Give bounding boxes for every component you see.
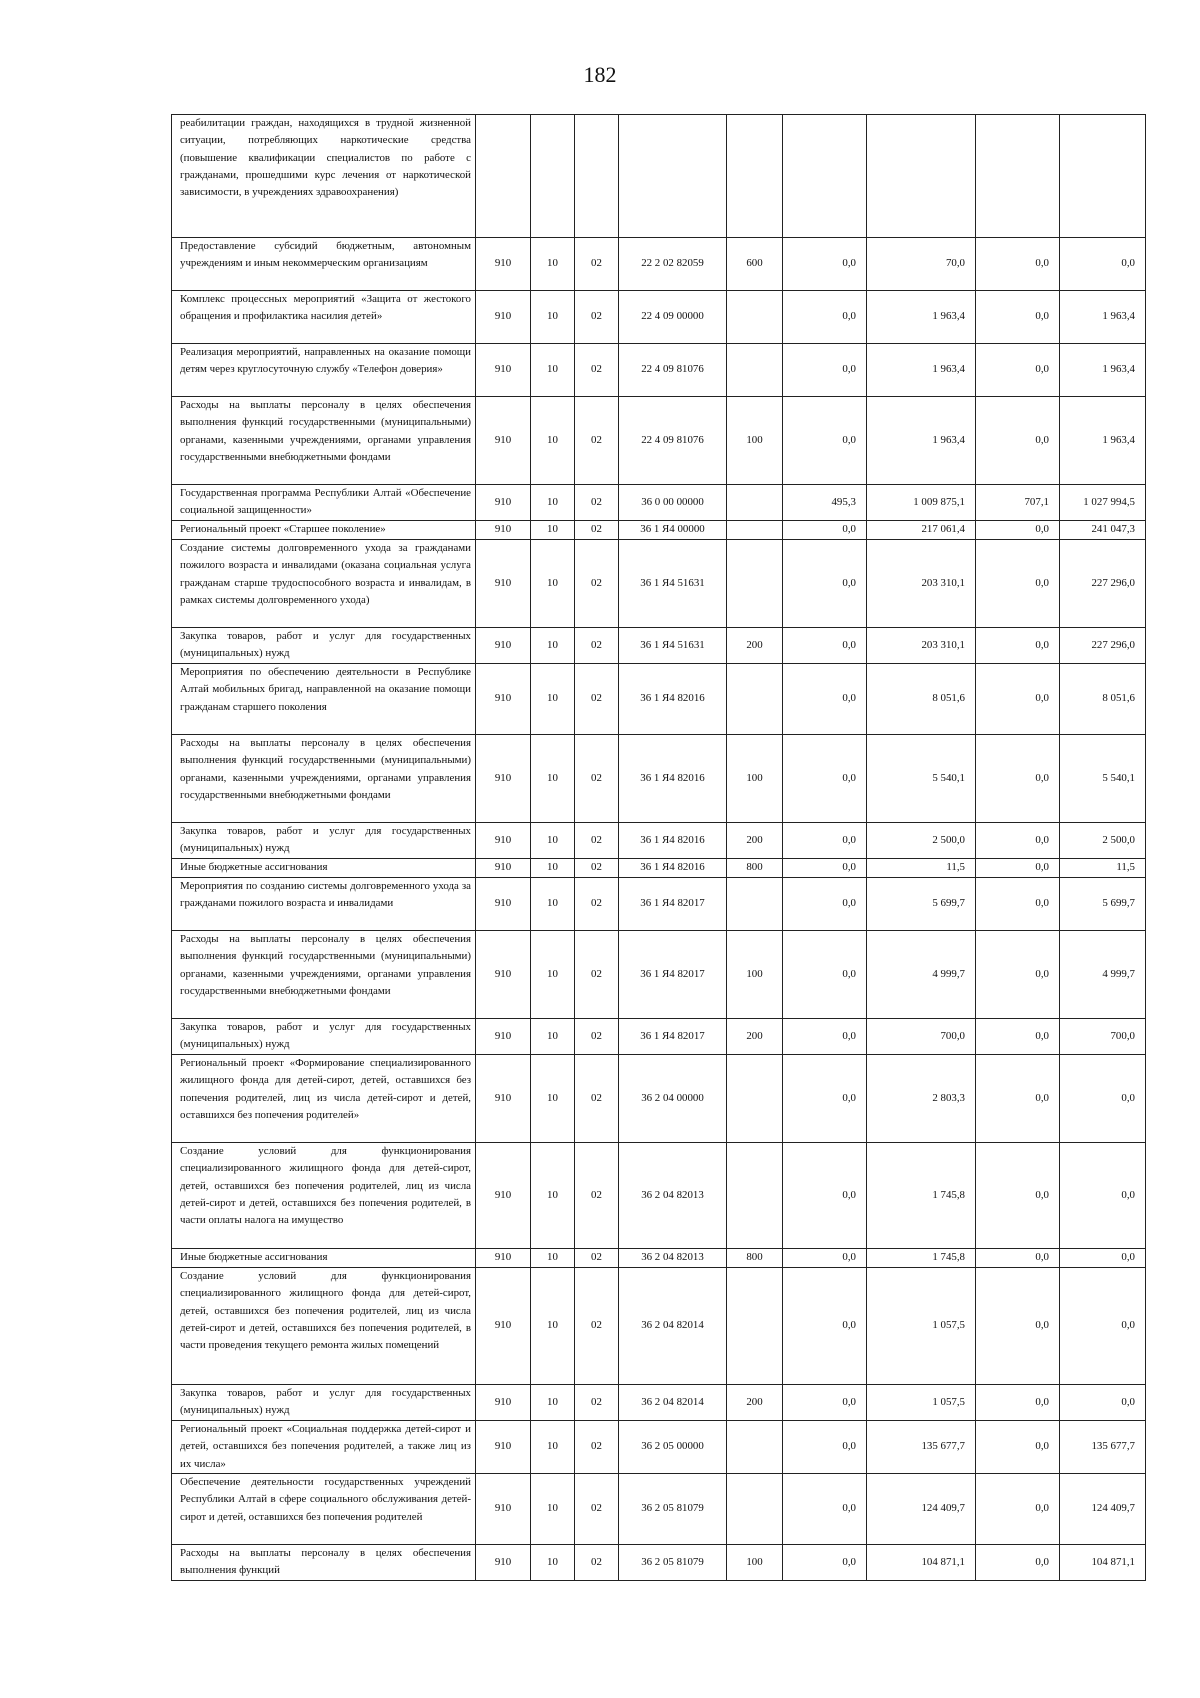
target-article-code: 22 4 09 81076 <box>619 344 727 397</box>
subsection-code: 02 <box>575 823 619 859</box>
amount-col-2: 11,5 <box>867 859 976 878</box>
ministry-code: 910 <box>476 628 531 664</box>
section-code: 10 <box>531 1019 575 1055</box>
section-code: 10 <box>531 664 575 735</box>
amount-col-1: 0,0 <box>783 1268 867 1385</box>
amount-col-4: 0,0 <box>1060 1385 1146 1421</box>
row-description: Мероприятия по созданию системы долговременного ухода за гражданами пожилого возраста и инвалидами <box>172 878 476 931</box>
expense-type-code <box>727 1268 783 1385</box>
target-article-code: 36 2 04 82014 <box>619 1268 727 1385</box>
section-code: 10 <box>531 735 575 823</box>
subsection-code: 02 <box>575 664 619 735</box>
ministry-code: 910 <box>476 521 531 540</box>
expense-type-code: 100 <box>727 735 783 823</box>
amount-col-3: 707,1 <box>976 485 1060 521</box>
table-row <box>172 1055 1146 1143</box>
amount-col-2: 2 500,0 <box>867 823 976 859</box>
expense-type-code <box>727 540 783 628</box>
amount-col-1: 0,0 <box>783 238 867 291</box>
ministry-code: 910 <box>476 1019 531 1055</box>
ministry-code: 910 <box>476 485 531 521</box>
ministry-code: 910 <box>476 859 531 878</box>
amount-col-1: 0,0 <box>783 859 867 878</box>
amount-col-2: 1 009 875,1 <box>867 485 976 521</box>
row-description: Иные бюджетные ассигнования <box>172 859 476 878</box>
amount-col-4: 0,0 <box>1060 238 1146 291</box>
amount-col-3: 0,0 <box>976 344 1060 397</box>
expense-type-code <box>727 1474 783 1545</box>
target-article-code: 36 1 Я4 82016 <box>619 859 727 878</box>
expense-type-code <box>727 485 783 521</box>
ministry-code: 910 <box>476 1143 531 1249</box>
section-code: 10 <box>531 823 575 859</box>
amount-col-1: 0,0 <box>783 521 867 540</box>
expense-type-code: 200 <box>727 1019 783 1055</box>
target-article-code: 36 2 04 82013 <box>619 1249 727 1268</box>
subsection-code: 02 <box>575 878 619 931</box>
row-description: Обеспечение деятельности государственных учреждений Республики Алтай в сфере социального обслуживания детей-сирот и детей, оставшихся без попечения родителей <box>172 1474 476 1545</box>
row-description: Расходы на выплаты персоналу в целях обеспечения выполнения функций государственными (муниципальными) органами, казенными учреждениями, органами управления государственными внебюджетными фондами <box>172 931 476 1019</box>
target-article-code: 36 2 05 00000 <box>619 1421 727 1474</box>
table-row <box>172 931 1146 1019</box>
amount-col-2: 1 963,4 <box>867 397 976 485</box>
amount-col-3: 0,0 <box>976 823 1060 859</box>
section-code: 10 <box>531 291 575 344</box>
amount-col-2: 5 540,1 <box>867 735 976 823</box>
table-row <box>172 115 1146 238</box>
amount-col-3: 0,0 <box>976 238 1060 291</box>
amount-col-2: 124 409,7 <box>867 1474 976 1545</box>
row-description: Региональный проект «Старшее поколение» <box>172 521 476 540</box>
amount-col-3: 0,0 <box>976 859 1060 878</box>
subsection-code: 02 <box>575 1545 619 1581</box>
table-row <box>172 1143 1146 1249</box>
amount-col-1: 0,0 <box>783 1474 867 1545</box>
row-description: Региональный проект «Формирование специализированного жилищного фонда для детей-сирот, детей, оставшихся без попечения родителей, лиц из числа детей-сирот и детей, оставшихся без попечения родителей» <box>172 1055 476 1143</box>
amount-col-3: 0,0 <box>976 735 1060 823</box>
amount-col-3: 0,0 <box>976 1385 1060 1421</box>
ministry-code: 910 <box>476 397 531 485</box>
amount-col-1: 0,0 <box>783 1385 867 1421</box>
amount-col-4: 1 963,4 <box>1060 291 1146 344</box>
table-row <box>172 1268 1146 1385</box>
row-description: Закупка товаров, работ и услуг для государственных (муниципальных) нужд <box>172 628 476 664</box>
table-row <box>172 540 1146 628</box>
row-description: Закупка товаров, работ и услуг для государственных (муниципальных) нужд <box>172 1019 476 1055</box>
amount-col-3: 0,0 <box>976 540 1060 628</box>
amount-col-2: 5 699,7 <box>867 878 976 931</box>
amount-col-1: 0,0 <box>783 931 867 1019</box>
target-article-code: 36 1 Я4 82017 <box>619 1019 727 1055</box>
amount-col-1 <box>783 115 867 238</box>
row-description: Предоставление субсидий бюджетным, автономным учреждениям и иным некоммерческим организациям <box>172 238 476 291</box>
table-row <box>172 291 1146 344</box>
amount-col-1: 0,0 <box>783 628 867 664</box>
table-row <box>172 628 1146 664</box>
expense-type-code <box>727 1055 783 1143</box>
row-description: Создание системы долговременного ухода за гражданами пожилого возраста и инвалидами (оказана социальная услуга гражданам старше трудоспособного возраста и инвалидам, в рамках системы долговременного ухода) <box>172 540 476 628</box>
section-code: 10 <box>531 485 575 521</box>
expense-type-code <box>727 115 783 238</box>
subsection-code: 02 <box>575 1249 619 1268</box>
table-row <box>172 1019 1146 1055</box>
amount-col-2: 2 803,3 <box>867 1055 976 1143</box>
row-description: Региональный проект «Социальная поддержка детей-сирот и детей, оставшихся без попечения родителей, а также лиц из их числа» <box>172 1421 476 1474</box>
table-row <box>172 397 1146 485</box>
expense-type-code <box>727 878 783 931</box>
amount-col-4: 241 047,3 <box>1060 521 1146 540</box>
amount-col-3: 0,0 <box>976 664 1060 735</box>
ministry-code: 910 <box>476 291 531 344</box>
section-code: 10 <box>531 344 575 397</box>
ministry-code: 910 <box>476 735 531 823</box>
amount-col-2: 203 310,1 <box>867 628 976 664</box>
amount-col-2: 1 963,4 <box>867 344 976 397</box>
subsection-code: 02 <box>575 1385 619 1421</box>
amount-col-3: 0,0 <box>976 628 1060 664</box>
amount-col-2: 8 051,6 <box>867 664 976 735</box>
row-description: Государственная программа Республики Алтай «Обеспечение социальной защищенности» <box>172 485 476 521</box>
target-article-code: 36 2 04 82014 <box>619 1385 727 1421</box>
amount-col-4: 135 677,7 <box>1060 1421 1146 1474</box>
ministry-code: 910 <box>476 931 531 1019</box>
amount-col-1: 0,0 <box>783 735 867 823</box>
amount-col-2: 70,0 <box>867 238 976 291</box>
amount-col-4: 4 999,7 <box>1060 931 1146 1019</box>
amount-col-4: 0,0 <box>1060 1268 1146 1385</box>
amount-col-3: 0,0 <box>976 1055 1060 1143</box>
subsection-code: 02 <box>575 238 619 291</box>
section-code: 10 <box>531 1268 575 1385</box>
amount-col-3: 0,0 <box>976 291 1060 344</box>
amount-col-2: 1 057,5 <box>867 1268 976 1385</box>
amount-col-4: 8 051,6 <box>1060 664 1146 735</box>
table-row <box>172 823 1146 859</box>
expense-type-code <box>727 344 783 397</box>
ministry-code: 910 <box>476 344 531 397</box>
ministry-code: 910 <box>476 664 531 735</box>
table-row <box>172 1545 1146 1581</box>
amount-col-3: 0,0 <box>976 1545 1060 1581</box>
section-code: 10 <box>531 540 575 628</box>
ministry-code: 910 <box>476 1055 531 1143</box>
section-code: 10 <box>531 1474 575 1545</box>
subsection-code: 02 <box>575 344 619 397</box>
row-description: Расходы на выплаты персоналу в целях обеспечения выполнения функций государственными (муниципальными) органами, казенными учреждениями, органами управления государственными внебюджетными фондами <box>172 735 476 823</box>
amount-col-1: 0,0 <box>783 291 867 344</box>
amount-col-4: 0,0 <box>1060 1249 1146 1268</box>
amount-col-3: 0,0 <box>976 878 1060 931</box>
section-code: 10 <box>531 931 575 1019</box>
target-article-code: 36 2 05 81079 <box>619 1545 727 1581</box>
amount-col-4: 227 296,0 <box>1060 540 1146 628</box>
target-article-code: 36 1 Я4 51631 <box>619 628 727 664</box>
target-article-code: 22 4 09 00000 <box>619 291 727 344</box>
table-body <box>172 115 1146 1581</box>
expense-type-code <box>727 521 783 540</box>
section-code: 10 <box>531 1545 575 1581</box>
subsection-code: 02 <box>575 1474 619 1545</box>
row-description: Создание условий для функционирования специализированного жилищного фонда для детей-сирот, детей, оставшихся без попечения родителей, лиц из числа детей-сирот и детей, оставшихся без попечения родителей, в части проведения текущего ремонта жилых помещений <box>172 1268 476 1385</box>
target-article-code: 36 1 Я4 82016 <box>619 735 727 823</box>
amount-col-1: 0,0 <box>783 1249 867 1268</box>
amount-col-2: 217 061,4 <box>867 521 976 540</box>
amount-col-4: 11,5 <box>1060 859 1146 878</box>
amount-col-4: 1 027 994,5 <box>1060 485 1146 521</box>
amount-col-1: 0,0 <box>783 1055 867 1143</box>
amount-col-4: 1 963,4 <box>1060 344 1146 397</box>
section-code: 10 <box>531 1143 575 1249</box>
amount-col-4: 0,0 <box>1060 1143 1146 1249</box>
amount-col-2: 203 310,1 <box>867 540 976 628</box>
budget-table <box>171 114 1146 1581</box>
amount-col-3: 0,0 <box>976 1421 1060 1474</box>
ministry-code: 910 <box>476 1545 531 1581</box>
table-row <box>172 1385 1146 1421</box>
section-code: 10 <box>531 878 575 931</box>
target-article-code: 36 1 Я4 82016 <box>619 664 727 735</box>
table-row <box>172 735 1146 823</box>
expense-type-code: 600 <box>727 238 783 291</box>
table-row <box>172 238 1146 291</box>
amount-col-2: 1 745,8 <box>867 1143 976 1249</box>
amount-col-4: 2 500,0 <box>1060 823 1146 859</box>
amount-col-1: 0,0 <box>783 540 867 628</box>
page-number: 182 <box>583 62 617 87</box>
amount-col-1: 0,0 <box>783 1143 867 1249</box>
expense-type-code <box>727 291 783 344</box>
row-description: Реализация мероприятий, направленных на оказание помощи детям через круглосуточную службу «Телефон доверия» <box>172 344 476 397</box>
row-description: Комплекс процессных мероприятий «Защита от жестокого обращения и профилактика насилия детей» <box>172 291 476 344</box>
ministry-code: 910 <box>476 1385 531 1421</box>
section-code: 10 <box>531 238 575 291</box>
expense-type-code: 800 <box>727 1249 783 1268</box>
target-article-code: 36 0 00 00000 <box>619 485 727 521</box>
expense-type-code: 100 <box>727 931 783 1019</box>
target-article-code <box>619 115 727 238</box>
amount-col-2 <box>867 115 976 238</box>
row-description: Расходы на выплаты персоналу в целях обеспечения выполнения функций государственными (муниципальными) органами, казенными учреждениями, органами управления государственными внебюджетными фондами <box>172 397 476 485</box>
table-row <box>172 878 1146 931</box>
amount-col-3: 0,0 <box>976 931 1060 1019</box>
table-row <box>172 1474 1146 1545</box>
target-article-code: 36 2 05 81079 <box>619 1474 727 1545</box>
expense-type-code: 200 <box>727 1385 783 1421</box>
table-row <box>172 1421 1146 1474</box>
expense-type-code <box>727 1421 783 1474</box>
target-article-code: 36 2 04 82013 <box>619 1143 727 1249</box>
expense-type-code <box>727 664 783 735</box>
expense-type-code: 800 <box>727 859 783 878</box>
subsection-code: 02 <box>575 1421 619 1474</box>
section-code: 10 <box>531 859 575 878</box>
amount-col-2: 1 963,4 <box>867 291 976 344</box>
target-article-code: 22 2 02 82059 <box>619 238 727 291</box>
amount-col-3: 0,0 <box>976 397 1060 485</box>
table-row <box>172 1249 1146 1268</box>
row-description: Создание условий для функционирования специализированного жилищного фонда для детей-сирот, детей, оставшихся без попечения родителей, лиц из числа детей-сирот и детей, оставшихся без попечения родителей, в части оплаты налога на имущество <box>172 1143 476 1249</box>
amount-col-1: 0,0 <box>783 344 867 397</box>
amount-col-2: 4 999,7 <box>867 931 976 1019</box>
row-description: Закупка товаров, работ и услуг для государственных (муниципальных) нужд <box>172 1385 476 1421</box>
target-article-code: 36 1 Я4 82017 <box>619 878 727 931</box>
section-code: 10 <box>531 628 575 664</box>
amount-col-4: 124 409,7 <box>1060 1474 1146 1545</box>
amount-col-2: 1 745,8 <box>867 1249 976 1268</box>
amount-col-1: 0,0 <box>783 878 867 931</box>
amount-col-4: 227 296,0 <box>1060 628 1146 664</box>
amount-col-2: 1 057,5 <box>867 1385 976 1421</box>
amount-col-1: 0,0 <box>783 664 867 735</box>
expense-type-code: 200 <box>727 823 783 859</box>
amount-col-3 <box>976 115 1060 238</box>
ministry-code: 910 <box>476 1249 531 1268</box>
target-article-code: 36 2 04 00000 <box>619 1055 727 1143</box>
subsection-code: 02 <box>575 1019 619 1055</box>
target-article-code: 36 1 Я4 82016 <box>619 823 727 859</box>
amount-col-3: 0,0 <box>976 1143 1060 1249</box>
amount-col-2: 135 677,7 <box>867 1421 976 1474</box>
amount-col-4: 0,0 <box>1060 1055 1146 1143</box>
section-code: 10 <box>531 1249 575 1268</box>
expense-type-code <box>727 1143 783 1249</box>
amount-col-4: 700,0 <box>1060 1019 1146 1055</box>
amount-col-3: 0,0 <box>976 521 1060 540</box>
amount-col-2: 104 871,1 <box>867 1545 976 1581</box>
section-code: 10 <box>531 1055 575 1143</box>
amount-col-3: 0,0 <box>976 1268 1060 1385</box>
table-row <box>172 521 1146 540</box>
target-article-code: 36 1 Я4 51631 <box>619 540 727 628</box>
section-code: 10 <box>531 1385 575 1421</box>
amount-col-1: 0,0 <box>783 823 867 859</box>
section-code <box>531 115 575 238</box>
amount-col-1: 0,0 <box>783 1019 867 1055</box>
table-row <box>172 859 1146 878</box>
expense-type-code: 200 <box>727 628 783 664</box>
row-description: Мероприятия по обеспечению деятельности в Республике Алтай мобильных бригад, направленной на оказание помощи гражданам старшего поколения <box>172 664 476 735</box>
ministry-code: 910 <box>476 1421 531 1474</box>
section-code: 10 <box>531 397 575 485</box>
ministry-code: 910 <box>476 1268 531 1385</box>
subsection-code: 02 <box>575 1268 619 1385</box>
amount-col-1: 0,0 <box>783 397 867 485</box>
amount-col-1: 0,0 <box>783 1545 867 1581</box>
ministry-code <box>476 115 531 238</box>
amount-col-4: 1 963,4 <box>1060 397 1146 485</box>
subsection-code: 02 <box>575 485 619 521</box>
ministry-code: 910 <box>476 1474 531 1545</box>
subsection-code: 02 <box>575 1055 619 1143</box>
subsection-code: 02 <box>575 521 619 540</box>
target-article-code: 36 1 Я4 00000 <box>619 521 727 540</box>
row-description: Расходы на выплаты персоналу в целях обеспечения выполнения функций <box>172 1545 476 1581</box>
subsection-code: 02 <box>575 540 619 628</box>
amount-col-4: 5 699,7 <box>1060 878 1146 931</box>
section-code: 10 <box>531 521 575 540</box>
section-code: 10 <box>531 1421 575 1474</box>
amount-col-2: 700,0 <box>867 1019 976 1055</box>
amount-col-3: 0,0 <box>976 1019 1060 1055</box>
expense-type-code: 100 <box>727 1545 783 1581</box>
amount-col-4 <box>1060 115 1146 238</box>
table-row <box>172 485 1146 521</box>
amount-col-3: 0,0 <box>976 1249 1060 1268</box>
row-description: Иные бюджетные ассигнования <box>172 1249 476 1268</box>
row-description: реабилитации граждан, находящихся в трудной жизненной ситуации, потребляющих наркотические средства (повышение квалификации специалистов по работе с гражданами, прошедшими курс лечения от наркотической зависимости, в учреждениях здравоохранения) <box>172 115 476 238</box>
subsection-code: 02 <box>575 1143 619 1249</box>
row-description: Закупка товаров, работ и услуг для государственных (муниципальных) нужд <box>172 823 476 859</box>
subsection-code: 02 <box>575 628 619 664</box>
amount-col-4: 104 871,1 <box>1060 1545 1146 1581</box>
ministry-code: 910 <box>476 823 531 859</box>
subsection-code: 02 <box>575 291 619 344</box>
expense-type-code: 100 <box>727 397 783 485</box>
table-row <box>172 344 1146 397</box>
subsection-code: 02 <box>575 397 619 485</box>
subsection-code <box>575 115 619 238</box>
amount-col-4: 5 540,1 <box>1060 735 1146 823</box>
target-article-code: 22 4 09 81076 <box>619 397 727 485</box>
ministry-code: 910 <box>476 238 531 291</box>
target-article-code: 36 1 Я4 82017 <box>619 931 727 1019</box>
amount-col-3: 0,0 <box>976 1474 1060 1545</box>
ministry-code: 910 <box>476 878 531 931</box>
amount-col-1: 495,3 <box>783 485 867 521</box>
amount-col-1: 0,0 <box>783 1421 867 1474</box>
ministry-code: 910 <box>476 540 531 628</box>
table-row <box>172 664 1146 735</box>
subsection-code: 02 <box>575 931 619 1019</box>
subsection-code: 02 <box>575 859 619 878</box>
subsection-code: 02 <box>575 735 619 823</box>
